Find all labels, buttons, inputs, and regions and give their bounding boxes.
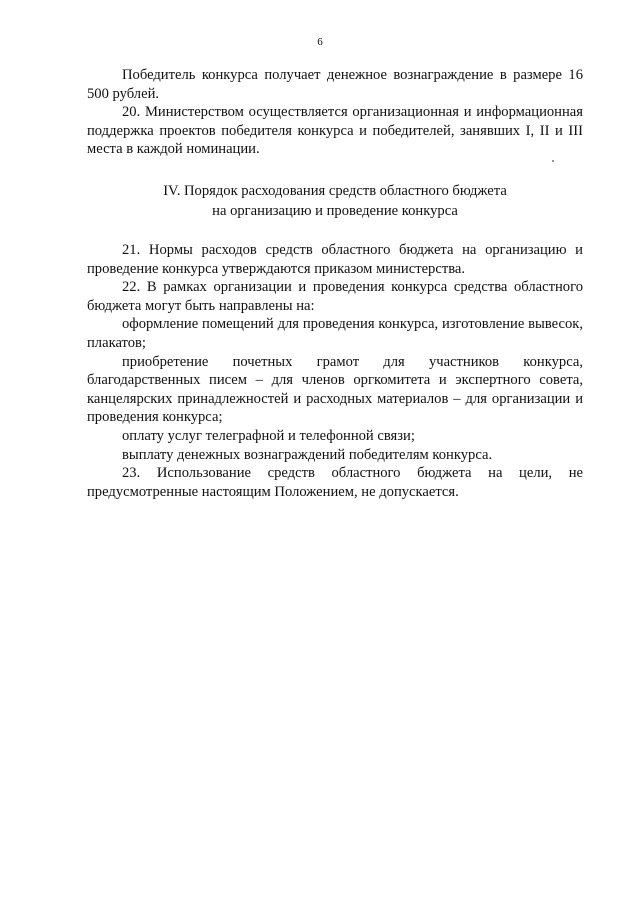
paragraph-22: 22. В рамках организации и проведения конкурса средства областного бюджета могут быть направлены на: <box>87 279 583 314</box>
section-heading-line-1: IV. Порядок расходования средств областного бюджета <box>163 182 507 199</box>
list-item-decoration: оформление помещений для проведения конкурса, изготовление вывесок, плакатов; <box>87 316 583 351</box>
paragraph-20: 20. Министерством осуществляется организационная и информационная поддержка проектов победителя конкурса и победителей, занявших I, II и III места в каждой номинации. <box>87 104 583 158</box>
list-item-purchases: приобретение почетных грамот для участников конкурса, благодарственных писем – для членов оргкомитета и экспертного совета, канцелярских принадлежностей и расходных материалов – для организации и проведения конкурса; <box>87 353 583 426</box>
paragraph-21: 21. Нормы расходов средств областного бюджета на организацию и проведение конкурса утверждаются приказом министерства. <box>87 241 583 277</box>
paragraph-prize-amount: Победитель конкурса получает денежное вознаграждение в размере 16 500 рублей. <box>87 67 583 102</box>
section-heading <box>87 181 583 221</box>
document-body <box>87 66 583 501</box>
paragraph-23: 23. Использование средств областного бюджета на цели, не предусмотренные настоящим Положением, не допускается. <box>87 465 583 500</box>
list-item-awards: выплату денежных вознаграждений победителям конкурса. <box>122 446 493 463</box>
list-item-communication: оплату услуг телеграфной и телефонной связи; <box>122 427 415 444</box>
section-heading-line-2: на организацию и проведение конкурса <box>212 202 458 219</box>
page-number: 6 <box>317 36 323 48</box>
